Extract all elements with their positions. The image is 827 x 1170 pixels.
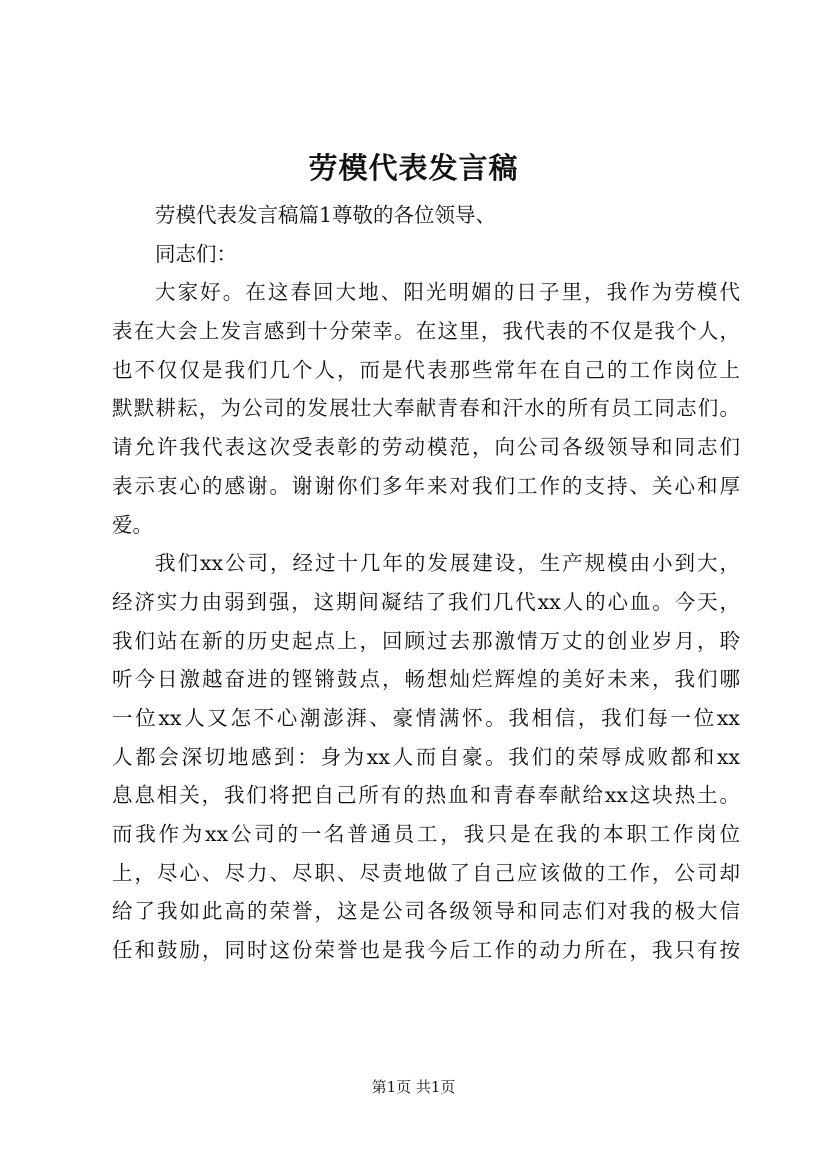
text-line: 也不仅仅是我们几个人，而是代表那些常年在自己的工作岗位上 xyxy=(112,357,740,382)
text-line: 劳模代表发言稿篇1尊敬的各位领导、 xyxy=(155,203,497,227)
text-line: 大家好。在这春回大地、阳光明媚的日子里，我作为劳模代 xyxy=(155,280,740,305)
text-line: 默默耕耘，为公司的发展壮大奉献青春和汗水的所有员工同志们。 xyxy=(112,396,740,421)
text-line: 一位xx人又怎不心潮澎湃、豪情满怀。我相信，我们每一位xx xyxy=(112,705,740,730)
document-title: 劳模代表发言稿 xyxy=(308,151,519,185)
text-line: 任和鼓励，同时这份荣誉也是我今后工作的动力所在，我只有按 xyxy=(112,938,740,963)
text-line: 表在大会上发言感到十分荣幸。在这里，我代表的不仅是我个人， xyxy=(112,319,740,344)
text-line: 息息相关，我们将把自己所有的热血和青春奉献给xx这块热土。 xyxy=(112,783,740,808)
page-footer: 第1页 共1页 xyxy=(371,1078,456,1096)
text-line: 我们站在新的历史起点上，回顾过去那激情万丈的创业岁月，聆 xyxy=(112,628,740,653)
text-line: 上，尽心、尽力、尽职、尽责地做了自己应该做的工作，公司却 xyxy=(112,860,740,885)
text-line: 而我作为xx公司的一名普通员工，我只是在我的本职工作岗位 xyxy=(112,822,740,846)
text-line: 爱。 xyxy=(112,512,153,537)
text-line: 听今日激越奋进的铿锵鼓点，畅想灿烂辉煌的美好未来，我们哪 xyxy=(112,667,740,692)
text-line: 经济实力由弱到强，这期间凝结了我们几代xx人的心血。今天， xyxy=(112,589,740,614)
text-line: 我们xx公司，经过十几年的发展建设，生产规模由小到大， xyxy=(155,551,740,576)
document-body xyxy=(112,196,740,970)
text-line: 请允许我代表这次受表彰的劳动模范，向公司各级领导和同志们 xyxy=(112,435,740,460)
text-line: 人都会深切地感到：身为xx人而自豪。我们的荣辱成败都和xx xyxy=(112,744,740,769)
text-line: 同志们： xyxy=(155,241,237,266)
text-line: 表示衷心的感谢。谢谢你们多年来对我们工作的支持、关心和厚 xyxy=(112,473,740,498)
text-line: 给了我如此高的荣誉，这是公司各级领导和同志们对我的极大信 xyxy=(112,899,740,924)
